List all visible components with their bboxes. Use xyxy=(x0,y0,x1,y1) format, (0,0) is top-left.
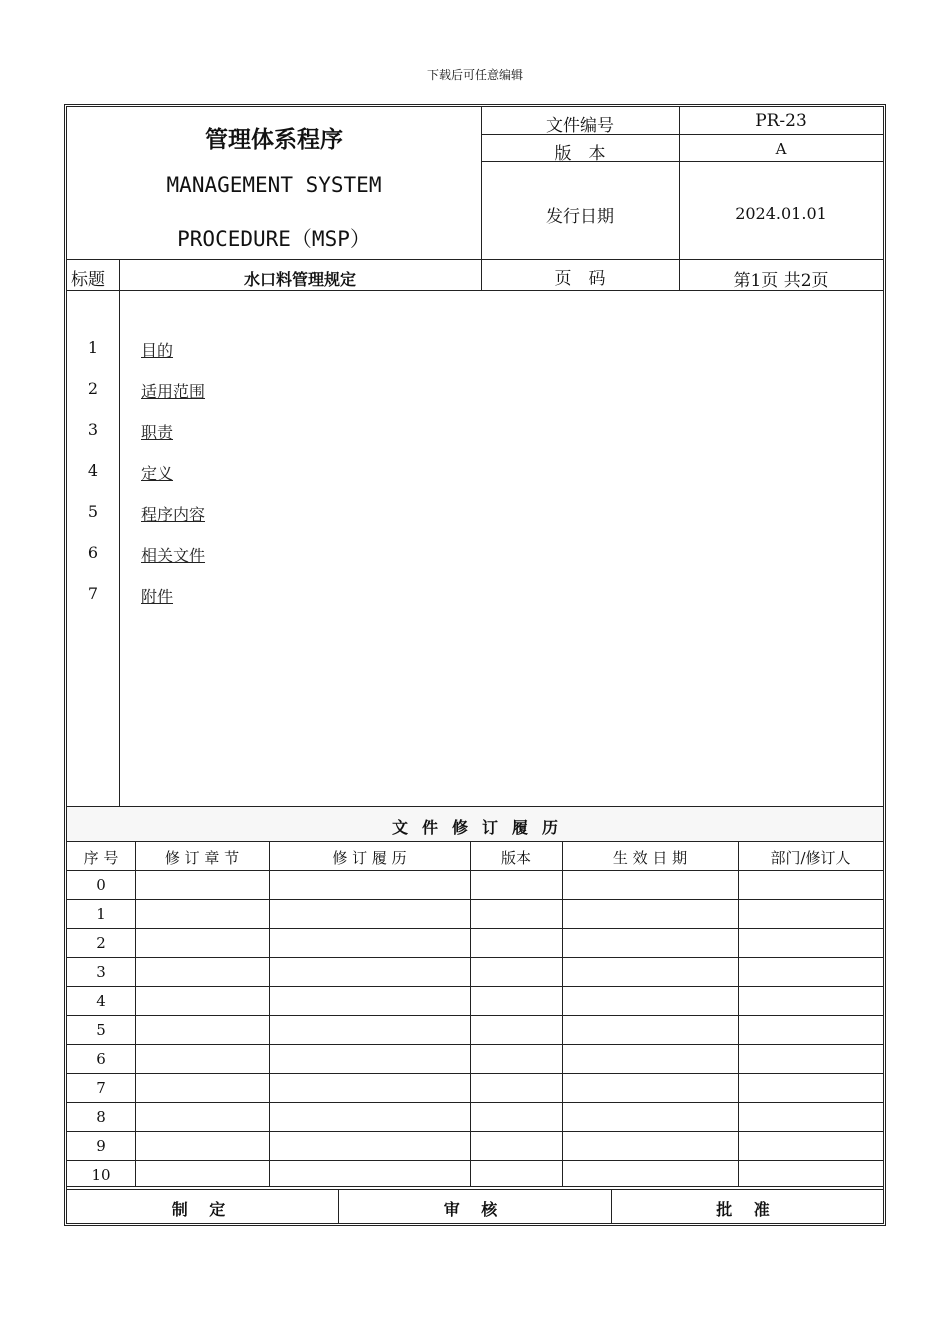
reviewed-by-label: 审 核 xyxy=(443,1200,506,1219)
toc-number: 5 xyxy=(87,502,99,521)
toc-number: 1 xyxy=(87,338,99,357)
divider xyxy=(269,841,270,1186)
toc-link-definitions[interactable]: 定义 xyxy=(141,464,174,483)
table-row: 10 xyxy=(91,1166,111,1184)
divider xyxy=(67,1102,883,1103)
download-note: 下载后可任意编辑 xyxy=(426,68,523,82)
table-row: 8 xyxy=(96,1108,106,1126)
subject-label: 标题 xyxy=(71,270,105,290)
table-row: 7 xyxy=(96,1079,106,1097)
divider xyxy=(135,841,136,1186)
doc-no-label: 文件编号 xyxy=(546,116,614,136)
divider xyxy=(67,928,883,929)
table-row: 5 xyxy=(96,1021,106,1039)
divider xyxy=(67,870,883,871)
toc-number: 3 xyxy=(87,420,99,439)
issue-date-value: 2024.01.01 xyxy=(735,204,827,223)
page-label: 页 码 xyxy=(554,269,606,289)
prepared-by-label: 制 定 xyxy=(171,1200,234,1219)
toc-link-responsibility[interactable]: 职责 xyxy=(141,423,174,442)
col-history: 修 订 履 历 xyxy=(332,849,407,867)
table-row: 1 xyxy=(96,905,106,923)
table-row: 4 xyxy=(96,992,106,1010)
divider xyxy=(67,957,883,958)
divider xyxy=(67,1073,883,1074)
divider xyxy=(562,841,563,1186)
version-value: A xyxy=(775,140,787,158)
toc-number: 6 xyxy=(87,543,99,562)
subject-value: 水口料管理规定 xyxy=(243,270,356,289)
divider xyxy=(67,1189,883,1190)
version-label: 版 本 xyxy=(554,144,606,164)
divider xyxy=(738,841,739,1186)
divider xyxy=(67,1015,883,1016)
table-row: 6 xyxy=(96,1050,106,1068)
toc-link-procedure[interactable]: 程序内容 xyxy=(141,505,206,524)
title-en-line1: MANAGEMENT SYSTEM xyxy=(166,173,382,197)
divider xyxy=(67,290,883,291)
col-dept-reviser: 部门/修订人 xyxy=(770,849,851,867)
table-row: 3 xyxy=(96,963,106,981)
divider xyxy=(67,1186,883,1187)
page-value: 第1页 共2页 xyxy=(733,271,829,291)
divider xyxy=(67,1044,883,1045)
divider xyxy=(119,259,120,806)
toc-link-scope[interactable]: 适用范围 xyxy=(141,382,206,401)
table-row: 0 xyxy=(96,876,106,894)
toc-number: 4 xyxy=(87,461,99,480)
table-row: 2 xyxy=(96,934,106,952)
divider xyxy=(67,841,883,842)
toc-number: 2 xyxy=(87,379,99,398)
toc-number: 7 xyxy=(87,584,99,603)
divider xyxy=(67,1131,883,1132)
history-title: 文件修订履历 xyxy=(391,818,572,837)
divider xyxy=(470,841,471,1186)
table-row: 9 xyxy=(96,1137,106,1155)
divider xyxy=(67,899,883,900)
title-en-line2: PROCEDURE（MSP） xyxy=(177,227,371,251)
col-version: 版本 xyxy=(500,849,531,867)
col-effective-date: 生 效 日 期 xyxy=(612,849,688,867)
col-chapter: 修 订 章 节 xyxy=(164,849,240,867)
toc-link-purpose[interactable]: 目的 xyxy=(141,341,174,360)
title-cn: 管理体系程序 xyxy=(205,127,343,153)
col-seq: 序 号 xyxy=(83,849,119,867)
doc-no-value: PR-23 xyxy=(755,111,807,131)
divider xyxy=(67,986,883,987)
document-form xyxy=(64,104,886,1226)
approved-by-label: 批 准 xyxy=(716,1200,778,1219)
toc-link-attachments[interactable]: 附件 xyxy=(141,587,174,606)
toc-link-related-docs[interactable]: 相关文件 xyxy=(141,546,206,565)
divider xyxy=(67,1160,883,1161)
issue-date-label: 发行日期 xyxy=(546,207,614,227)
divider xyxy=(67,259,883,260)
